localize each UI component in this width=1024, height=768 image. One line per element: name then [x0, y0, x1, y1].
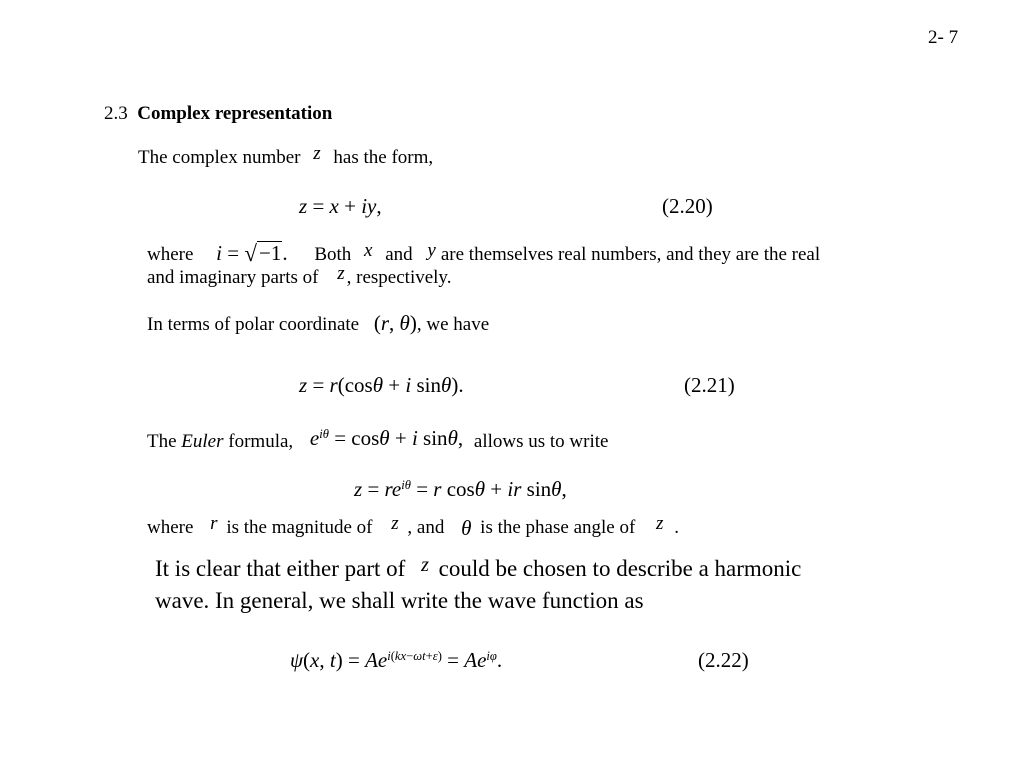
- euler-the: The: [147, 431, 177, 452]
- euler-line: [147, 428, 608, 453]
- real-parts-text-b: and imaginary parts of: [147, 267, 319, 288]
- equation-number-2-21: (2.21): [684, 373, 735, 397]
- math-i-def: i = √−1.: [216, 241, 288, 266]
- math-theta: θ: [461, 516, 472, 540]
- math-z-4: z: [656, 513, 664, 534]
- where-line-3: [147, 514, 679, 539]
- intro-text-b: has the form,: [333, 147, 434, 168]
- math-r-theta: (r, θ): [373, 311, 417, 335]
- intro-text-a: The complex number: [138, 147, 301, 168]
- where-line-1: [147, 240, 820, 266]
- math-z-3: z: [391, 513, 399, 534]
- math-r: r: [210, 513, 218, 534]
- polar-text-c: , we have: [416, 314, 490, 335]
- equation-2-22: ψ(x, $t) = Ae^{i(kx-\omega t+\varepsilon)} = Ae^{i\varphi}$.: [290, 648, 503, 672]
- clear-text-1: It is clear that either part of: [155, 556, 406, 581]
- intro-line: [138, 143, 434, 169]
- section-heading: [104, 103, 332, 125]
- polar-text-b: polar coordinate: [235, 314, 360, 335]
- period: .: [674, 517, 679, 538]
- equation-2-20: z = x + iy,: [299, 194, 382, 218]
- math-x: x: [364, 240, 373, 261]
- section-number: 2.3: [104, 103, 128, 124]
- equation-2-21: z = r(cosθ + i sinθ).: [299, 373, 464, 397]
- polar-text-a: In terms of: [147, 314, 231, 335]
- math-euler-identity: $e^{i\theta} = \cos\theta + i$ sinθ,: [309, 426, 464, 450]
- where-label-2: where: [147, 517, 194, 538]
- page-number: 2- 7: [928, 27, 959, 48]
- magnitude-text: is the magnitude of: [226, 517, 373, 538]
- where-line-2: [147, 263, 452, 289]
- clear-text-1b: could be chosen to describe a harmonic: [438, 556, 802, 581]
- clear-line-2: wave. In general, we shall write the wave function as: [155, 588, 644, 613]
- euler-formula-label: formula,: [228, 431, 294, 452]
- respectively-text: , respectively.: [346, 267, 452, 288]
- math-z-5: z: [421, 554, 429, 576]
- where-label: where: [147, 244, 194, 265]
- equation-number-2-20: (2.20): [662, 194, 713, 218]
- math-z: z: [313, 143, 321, 164]
- polar-line: [147, 311, 489, 336]
- math-z-2: z: [337, 263, 345, 284]
- real-parts-text-a: are themselves real numbers, and they are the real: [440, 244, 821, 265]
- math-y: y: [427, 240, 436, 261]
- and-label: and: [385, 244, 413, 265]
- both-label: Both: [314, 244, 352, 265]
- clear-line-1: [155, 556, 801, 582]
- section-title: Complex representation: [137, 103, 333, 124]
- and-label-2: , and: [407, 517, 445, 538]
- euler-allows-text: allows us to write: [473, 431, 609, 452]
- euler-name: Euler: [181, 431, 224, 452]
- phase-text: is the phase angle of: [480, 517, 636, 538]
- equation-number-2-22: (2.22): [698, 648, 749, 672]
- equation-z-polar: $z = re^{i\theta} = r$ cosθ + ir sinθ,: [354, 477, 567, 501]
